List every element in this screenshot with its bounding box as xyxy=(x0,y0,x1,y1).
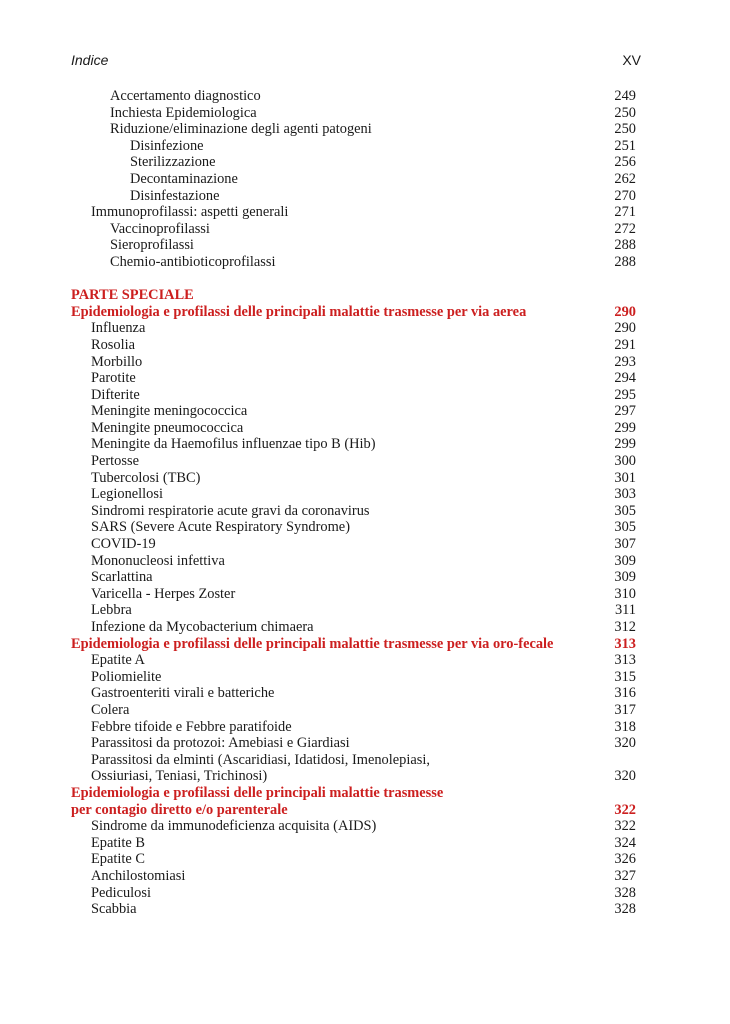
toc-entry[interactable] xyxy=(0,519,730,536)
toc-entry-page: 295 xyxy=(614,386,636,403)
toc-entry-page: 262 xyxy=(614,170,636,187)
toc-entry-page: 290 xyxy=(614,320,636,337)
toc-section-heading[interactable] xyxy=(0,785,730,802)
toc-entry-page: 272 xyxy=(614,220,636,237)
toc-entry[interactable] xyxy=(0,387,730,404)
toc-entry-page: 328 xyxy=(614,884,636,901)
toc-entry-title: Scarlattina xyxy=(91,569,153,586)
toc-entry-page: 299 xyxy=(614,419,636,436)
toc-entry[interactable] xyxy=(0,420,730,437)
toc-entry[interactable] xyxy=(0,121,730,138)
toc-entry-page: 271 xyxy=(614,204,636,221)
toc-entry-title: Rosolia xyxy=(91,336,135,353)
toc-section-heading[interactable] xyxy=(0,287,730,304)
toc-entry[interactable] xyxy=(0,735,730,752)
toc-entry[interactable] xyxy=(0,619,730,636)
toc-entry[interactable] xyxy=(0,337,730,354)
toc-entry-title: Pertosse xyxy=(91,453,139,470)
toc-entry[interactable] xyxy=(0,818,730,835)
toc-entry-title: Chemio-antibioticoprofilassi xyxy=(110,253,276,270)
toc-entry-title: Epatite B xyxy=(91,834,145,851)
toc-entry[interactable] xyxy=(0,602,730,619)
toc-entry-title: Varicella - Herpes Zoster xyxy=(91,585,236,602)
toc-entry[interactable] xyxy=(0,204,730,221)
toc-entry[interactable] xyxy=(0,453,730,470)
toc-entry-page: 322 xyxy=(614,818,636,835)
toc-entry[interactable] xyxy=(0,851,730,868)
toc-entry-page: 310 xyxy=(614,585,636,602)
toc-entry[interactable] xyxy=(0,403,730,420)
toc-entry-page: 320 xyxy=(614,735,636,752)
toc-entry[interactable] xyxy=(0,901,730,918)
toc-entry-page: 309 xyxy=(614,569,636,586)
toc-entry-title: Ossiuriasi, Teniasi, Trichinosi) xyxy=(91,768,268,785)
toc-entry[interactable] xyxy=(0,221,730,238)
toc-entry-title: Lebbra xyxy=(91,602,132,619)
toc-entry-title: Febbre tifoide e Febbre paratifoide xyxy=(91,718,292,735)
toc-entry-page: 297 xyxy=(614,403,636,420)
toc-entry-title: per contagio diretto e/o parenterale xyxy=(71,801,288,818)
toc-entry-title: Meningite pneumococcica xyxy=(91,419,244,436)
toc-entry-title: Scabbia xyxy=(91,901,137,918)
toc-entry-title: Colera xyxy=(91,701,130,718)
toc-entry[interactable] xyxy=(0,370,730,387)
toc-entry[interactable] xyxy=(0,752,730,769)
toc-entry-page: 303 xyxy=(614,486,636,503)
toc-entry-title: Pediculosi xyxy=(91,884,151,901)
toc-entry-page: 328 xyxy=(614,901,636,918)
toc-entry[interactable] xyxy=(0,254,730,271)
toc-entry[interactable] xyxy=(0,536,730,553)
toc-entry-page: 290 xyxy=(614,303,636,320)
toc-entry-page: 305 xyxy=(614,519,636,536)
toc-entry-page: 249 xyxy=(614,88,636,104)
toc-section-heading[interactable] xyxy=(0,304,730,321)
toc-entry[interactable] xyxy=(0,719,730,736)
toc-entry-page: 299 xyxy=(614,436,636,453)
toc-entry-page: 288 xyxy=(614,253,636,270)
toc-entry-title: Immunoprofilassi: aspetti generali xyxy=(91,204,289,221)
toc-entry-page: 322 xyxy=(614,801,636,818)
toc-entry-title: Mononucleosi infettiva xyxy=(91,552,225,569)
toc-entry[interactable] xyxy=(0,586,730,603)
toc-entry-title: Morbillo xyxy=(91,353,143,370)
toc-entry-title: Epidemiologia e profilassi delle principali malattie trasmesse xyxy=(71,784,444,801)
toc-entry-title: Epatite A xyxy=(91,652,145,669)
toc-entry-title: Sterilizzazione xyxy=(130,154,216,171)
table-of-contents xyxy=(0,88,730,918)
toc-entry-page: 324 xyxy=(614,834,636,851)
toc-entry[interactable] xyxy=(0,885,730,902)
toc-entry-page: 326 xyxy=(614,851,636,868)
toc-entry-title: Infezione da Mycobacterium chimaera xyxy=(91,619,314,635)
toc-entry-page: 256 xyxy=(614,154,636,171)
toc-entry-page: 315 xyxy=(614,668,636,685)
toc-entry[interactable] xyxy=(0,868,730,885)
section-spacer xyxy=(0,271,730,288)
toc-entry[interactable] xyxy=(0,553,730,570)
toc-entry-page: 318 xyxy=(614,718,636,735)
toc-entry-title: Gastroenteriti virali e batteriche xyxy=(91,685,275,702)
toc-entry-page: 293 xyxy=(614,353,636,370)
toc-entry[interactable] xyxy=(0,188,730,205)
page-number: XV xyxy=(622,52,641,68)
toc-entry-page: 312 xyxy=(614,619,636,635)
toc-entry-title: PARTE SPECIALE xyxy=(71,287,194,304)
toc-entry-page: 305 xyxy=(614,502,636,519)
toc-entry[interactable] xyxy=(0,436,730,453)
toc-entry-page: 320 xyxy=(614,768,636,785)
toc-entry-title: Legionellosi xyxy=(91,486,163,503)
toc-entry-title: Sindrome da immunodeficienza acquisita (AIDS) xyxy=(91,818,377,835)
toc-entry-title: Parassitosi da elminti (Ascaridiasi, Idatidosi, Imenolepiasi, xyxy=(91,751,430,768)
toc-entry[interactable] xyxy=(0,105,730,122)
toc-entry[interactable] xyxy=(0,237,730,254)
toc-entry-title: Sieroprofilassi xyxy=(110,237,194,254)
toc-entry-title: Decontaminazione xyxy=(130,170,238,187)
toc-entry-title: Anchilostomiasi xyxy=(91,867,186,884)
toc-entry-page: 288 xyxy=(614,237,636,254)
toc-entry-page: 300 xyxy=(614,453,636,470)
toc-entry-page: 250 xyxy=(614,121,636,138)
page-header xyxy=(71,52,641,72)
toc-entry-title: Accertamento diagnostico xyxy=(110,88,261,104)
toc-entry-title: Riduzione/eliminazione degli agenti patogeni xyxy=(110,121,372,138)
toc-entry-title: Parotite xyxy=(91,370,136,387)
toc-entry[interactable] xyxy=(0,171,730,188)
toc-entry-title: Disinfezione xyxy=(130,137,204,154)
toc-entry[interactable] xyxy=(0,88,730,105)
toc-entry-title: Inchiesta Epidemiologica xyxy=(110,104,257,121)
toc-entry[interactable] xyxy=(0,138,730,155)
toc-entry[interactable] xyxy=(0,652,730,669)
toc-entry-page: 307 xyxy=(614,536,636,553)
toc-entry-page: 309 xyxy=(614,552,636,569)
toc-entry-page: 316 xyxy=(614,685,636,702)
toc-entry[interactable] xyxy=(0,685,730,702)
toc-entry[interactable] xyxy=(0,835,730,852)
toc-entry-title: Tubercolosi (TBC) xyxy=(91,469,201,486)
toc-entry-title: SARS (Severe Acute Respiratory Syndrome) xyxy=(91,519,350,536)
toc-entry[interactable] xyxy=(0,320,730,337)
toc-entry[interactable] xyxy=(0,486,730,503)
toc-entry[interactable] xyxy=(0,503,730,520)
toc-entry-title: Epidemiologia e profilassi delle principali malattie trasmesse per via oro-fecale xyxy=(71,635,554,652)
toc-entry-page: 313 xyxy=(614,635,636,652)
toc-entry-page: 327 xyxy=(614,867,636,884)
toc-entry-title: COVID-19 xyxy=(91,536,156,553)
running-head: Indice xyxy=(71,52,109,68)
toc-entry-title: Disinfestazione xyxy=(130,187,220,204)
toc-entry-title: Vaccinoprofilassi xyxy=(110,220,210,237)
toc-entry-title: Epidemiologia e profilassi delle principali malattie trasmesse per via aerea xyxy=(71,303,527,320)
toc-entry-page: 291 xyxy=(614,336,636,353)
toc-entry-page: 294 xyxy=(614,370,636,387)
toc-entry[interactable] xyxy=(0,569,730,586)
toc-entry[interactable] xyxy=(0,669,730,686)
toc-entry-title: Poliomielite xyxy=(91,668,162,685)
toc-entry-page: 251 xyxy=(614,137,636,154)
toc-entry-title: Difterite xyxy=(91,386,140,403)
toc-entry-page: 270 xyxy=(614,187,636,204)
toc-entry-page: 301 xyxy=(614,469,636,486)
toc-entry[interactable] xyxy=(0,768,730,785)
toc-entry-title: Epatite C xyxy=(91,851,145,868)
toc-section-heading[interactable] xyxy=(0,636,730,653)
toc-entry-title: Influenza xyxy=(91,320,146,337)
toc-entry[interactable] xyxy=(0,154,730,171)
toc-entry-page: 317 xyxy=(614,701,636,718)
toc-entry-page: 311 xyxy=(614,602,636,619)
toc-entry-title: Meningite meningococcica xyxy=(91,403,248,420)
toc-entry-page: 313 xyxy=(614,652,636,669)
toc-entry-title: Meningite da Haemofilus influenzae tipo B (Hib) xyxy=(91,436,376,453)
toc-entry[interactable] xyxy=(0,354,730,371)
toc-section-heading[interactable] xyxy=(0,802,730,819)
toc-entry[interactable] xyxy=(0,702,730,719)
toc-entry-title: Sindromi respiratorie acute gravi da coronavirus xyxy=(91,502,370,519)
toc-entry-page: 250 xyxy=(614,104,636,121)
toc-entry-title: Parassitosi da protozoi: Amebiasi e Giardiasi xyxy=(91,735,350,752)
toc-entry[interactable] xyxy=(0,470,730,487)
